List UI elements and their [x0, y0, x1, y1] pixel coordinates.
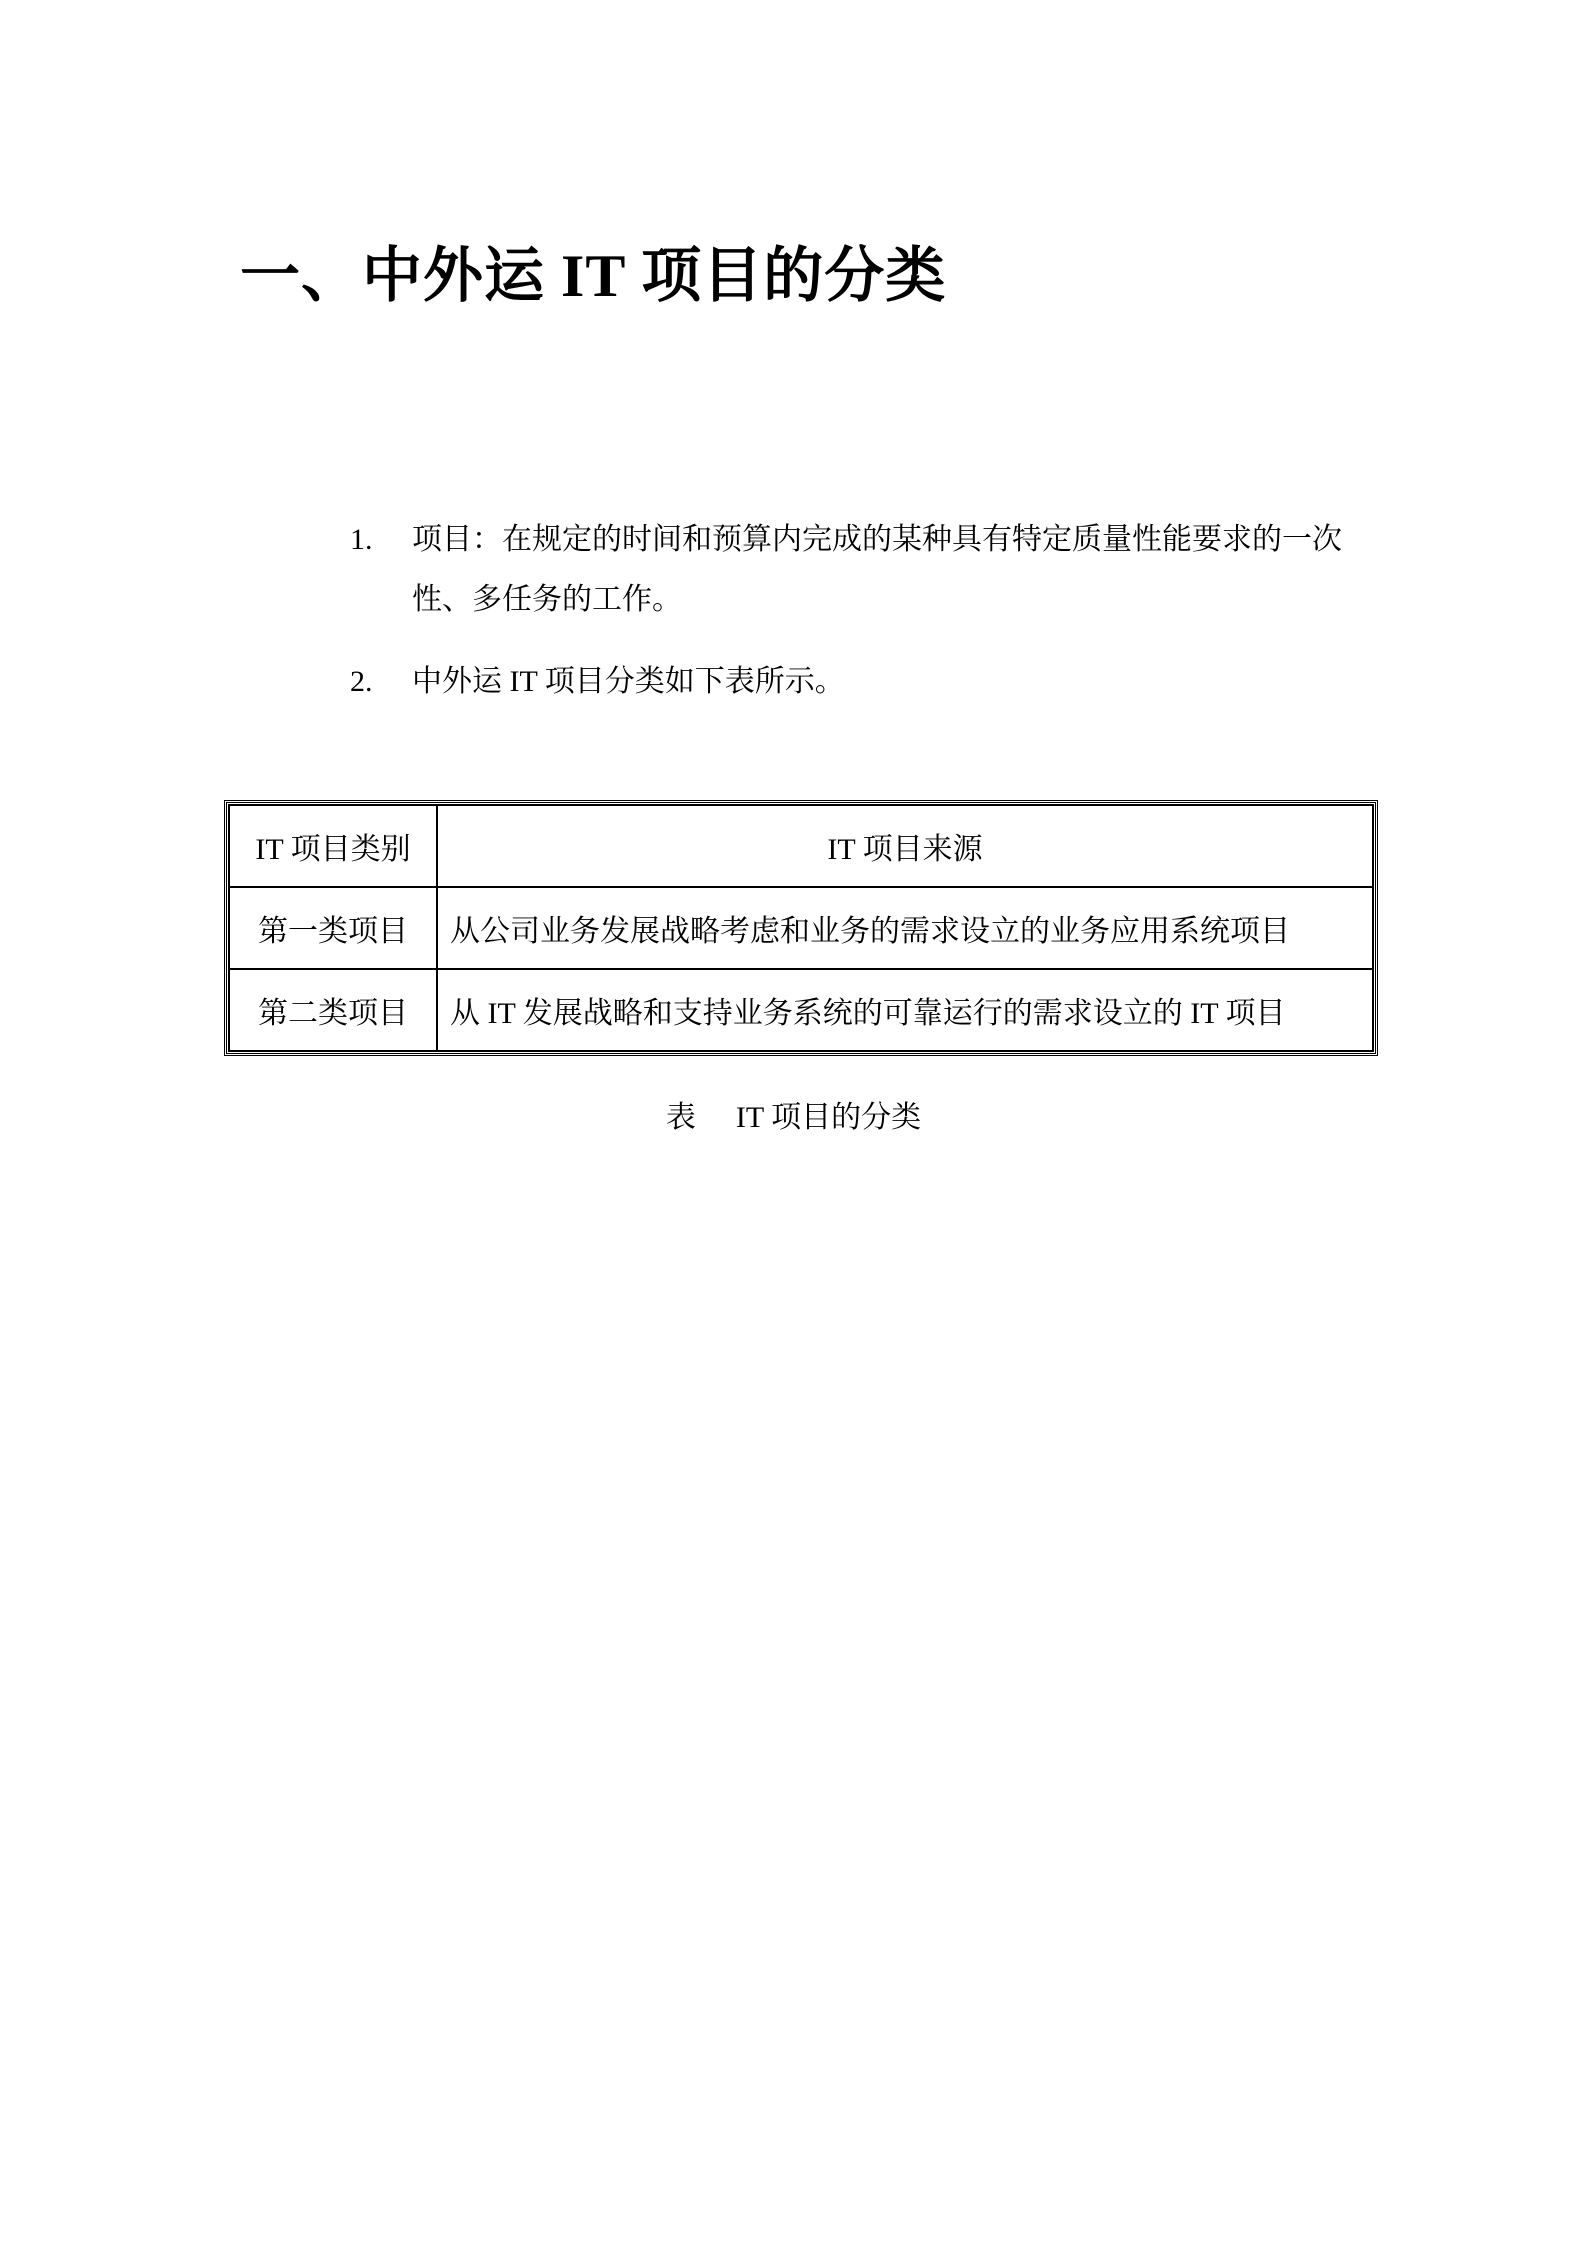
table-header-row: [229, 805, 1373, 887]
list-item-text: 中外运 IT 项目分类如下表所示。: [412, 665, 845, 698]
table-row: [229, 887, 1373, 969]
numbered-list: [350, 510, 1360, 734]
table-cell: 从公司业务发展战略考虑和业务的需求设立的业务应用系统项目: [437, 887, 1373, 969]
table-cell: 从 IT 发展战略和支持业务系统的可靠运行的需求设立的 IT 项目: [437, 969, 1373, 1051]
table-header-cell: IT 项目来源: [437, 805, 1373, 887]
classification-table: [224, 800, 1378, 1056]
list-item: [350, 510, 1360, 630]
table-row: [229, 969, 1373, 1051]
table-cell: 第一类项目: [229, 887, 437, 969]
list-item-number: 1.: [350, 523, 373, 556]
table-cell: 第二类项目: [229, 969, 437, 1051]
table-caption: [0, 1098, 1587, 1138]
list-item: [350, 652, 1360, 712]
table-header-cell: IT 项目类别: [229, 805, 437, 887]
caption-prefix: 表: [665, 1101, 696, 1134]
caption-text: IT 项目的分类: [735, 1101, 922, 1134]
page-title: 一、中外运 IT 项目的分类: [240, 243, 947, 309]
list-item-text: 项目：在规定的时间和预算内完成的某种具有特定质量性能要求的一次性、多任务的工作。: [412, 523, 1342, 616]
list-item-number: 2.: [350, 665, 373, 698]
